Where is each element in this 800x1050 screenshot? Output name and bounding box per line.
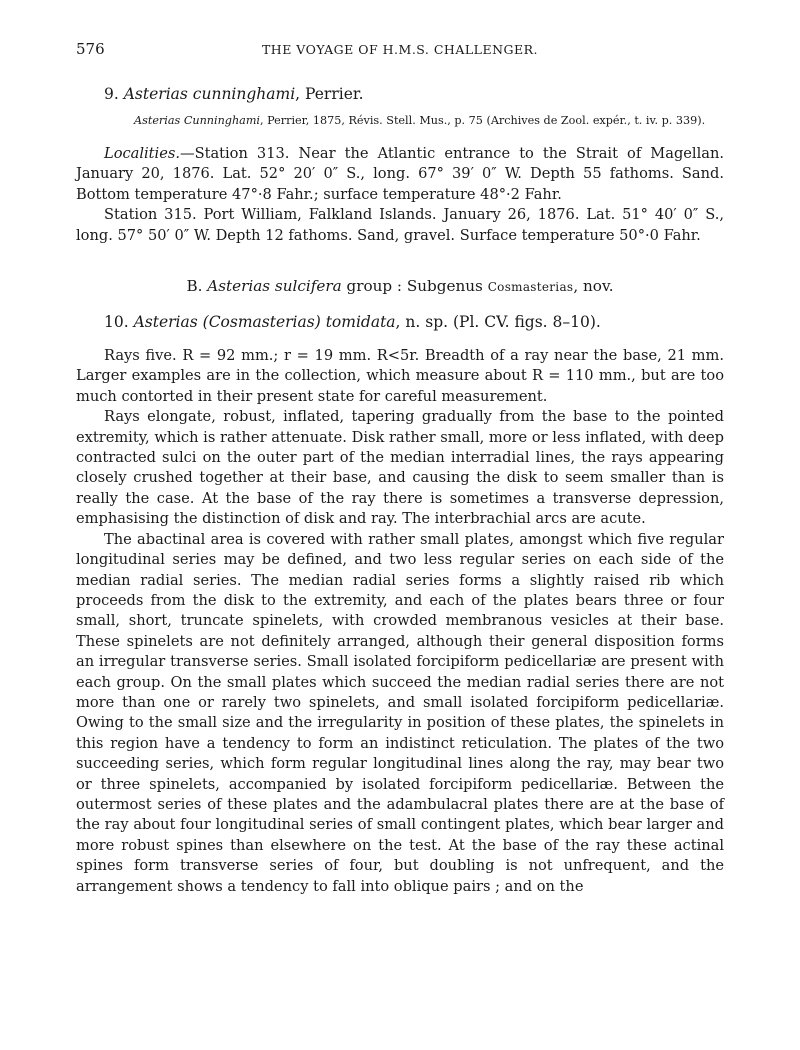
species-author: , n. sp. (Pl. CV. figs. 8–10).: [395, 313, 601, 332]
page-body: [76, 82, 724, 897]
group-prefix: B.: [186, 277, 208, 296]
subgenus-name: Cosmasterias: [487, 280, 574, 295]
species-number: 9.: [104, 85, 119, 103]
group-name: Asterias sulcifera: [207, 277, 342, 296]
group-middle: group : Subgenus: [341, 277, 488, 296]
species-subgenus: (Cosmasterias): [202, 313, 321, 332]
station-315-paragraph: Station 315. Port William, Falkland Islands. January 26, 1876. Lat. 51° 40′ 0″ S., long. 57° 50′ 0″ W. Depth 12 fathoms. Sand, gravel. Surface temperature 50°·0 Fahr.: [76, 206, 724, 244]
running-title: THE VOYAGE OF H.M.S. CHALLENGER.: [261, 42, 539, 57]
localities-paragraph: [76, 144, 724, 205]
species-epithet: cunninghami: [192, 85, 296, 103]
species-heading-9: [104, 82, 724, 106]
localities-text: —Station 313. Near the Atlantic entrance to the Strait of Magellan. January 20, 1876. Lat. 52° 20′ 0″ S., long. 67° 39′ 0″ W. Depth 55 fathoms. Sand. Bottom temperature 47°·8 Fahr.; surface temperature 48°·2 Fahr.: [76, 145, 724, 203]
species-genus: Asterias: [133, 313, 198, 332]
description-paragraph: Rays elongate, robust, inflated, tapering gradually from the base to the pointed extremity, which is rather attenuate. Disk rather small, more or less inflated, with deep contracted sulci on the outer part of the median interradial lines, the rays appearing closely crushed together at their base, and causing the disk to seem smaller than is really the case. At the base of the ray there is sometimes a transverse depression, emphasising the distinction of disk and ray. The interbrachial arcs are acute.: [76, 408, 724, 528]
species-reference: [134, 112, 724, 130]
page-header: [76, 40, 724, 64]
species-genus: Asterias: [123, 85, 188, 103]
species-heading-10: [104, 310, 724, 334]
page-number: 576: [76, 40, 105, 58]
species-number: 10.: [104, 313, 134, 332]
group-suffix: , nov.: [573, 277, 614, 296]
reference-taxon: Asterias Cunninghami: [134, 114, 261, 127]
localities-section: [76, 144, 724, 246]
description-paragraph: The abactinal area is covered with rather small plates, amongst which five regular longitudinal series may be defined, and two less regular series on each side of the median radial series. The median radial series forms a slightly raised rib which proceeds from the disk to the extremity, and each of the plates bears three or four small, short, truncate spinelets, with crowded membranous vesicles at their base. These spinelets are not definitely arranged, although their general disposition forms an irregular transverse series. Small isolated forcipiform pedicellariæ are present with each group. On the small plates which succeed the median radial series there are not more than one or rarely two spinelets, and small isolated forcipiform pedicellariæ. Owing to the small size and the irregularity in position of these plates, the spinelets in this region have a tendency to form an indistinct reticulation. The plates of the two succeeding series, which form regular longitudinal lines along the ray, may bear two or three spinelets, accompanied by isolated forcipiform pedicellariæ. Between the outermost series of these plates and the adambulacral plates there are at the base of the ray about four longitudinal series of small contingent plates, which bear larger and more robust spines than elsewhere on the test. At the base of the ray these actinal spines form transverse series of four, but doubling is not unfrequent, and the arrangement shows a tendency to fall into oblique pairs ; and on the: [76, 530, 724, 895]
description-section: [76, 346, 724, 897]
group-heading: [76, 274, 724, 299]
description-paragraph: Rays five. R = 92 mm.; r = 19 mm. R<5r. Breadth of a ray near the base, 21 mm. Larger examples are in the collection, which measure about R = 110 mm., but are too much contorted in their present state for careful measurement.: [76, 347, 724, 405]
species-author: , Perrier.: [295, 85, 364, 103]
species-epithet: tomidata: [325, 313, 396, 332]
reference-text: , Perrier, 1875, Révis. Stell. Mus., p. 75 (Archives de Zool. expér., t. iv. p. 339).: [260, 114, 706, 127]
localities-label: Localities.: [104, 145, 180, 162]
